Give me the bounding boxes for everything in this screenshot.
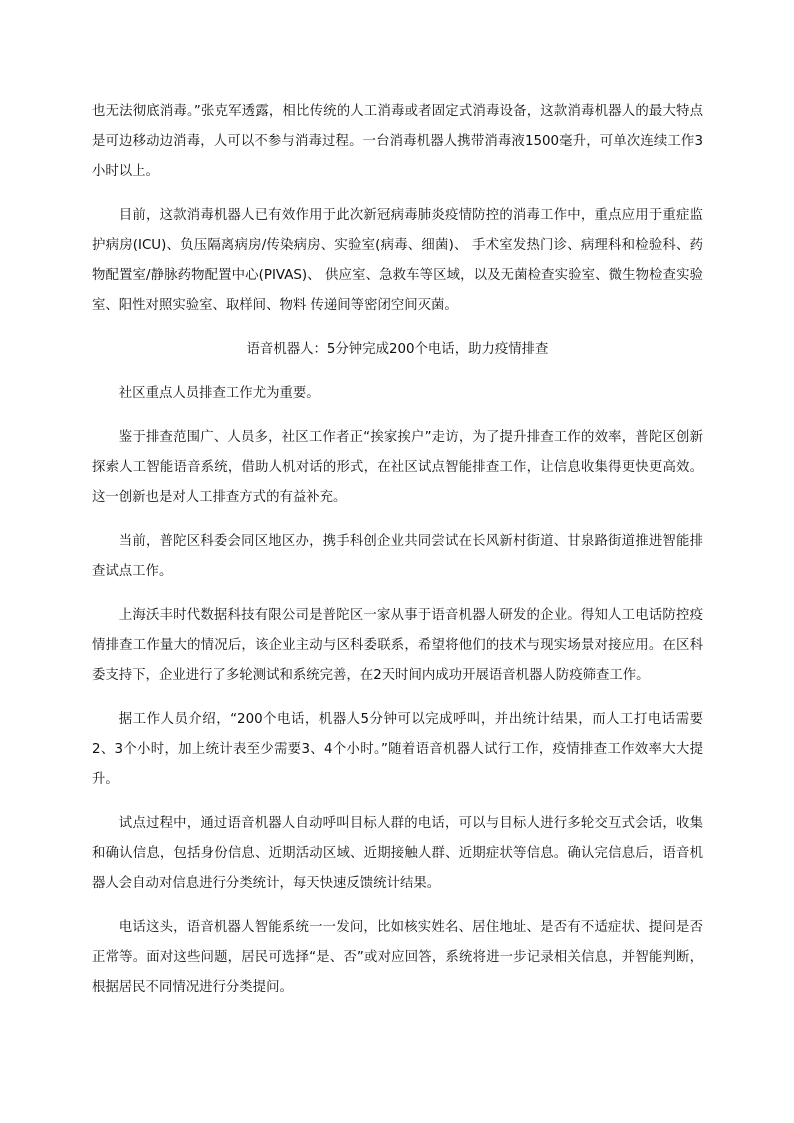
paragraph-gap bbox=[92, 691, 703, 705]
paragraph-gap bbox=[92, 513, 703, 527]
paragraph-2: 目前，这款消毒机器人已有效作用于此次新冠病毒肺炎疫情防控的消毒工作中，重点应用于重症监护病房(ICU)、负压隔离病房/传染病房、实验室(病毒、细菌)、 手术室发热门诊、病理科和检验科、药物配置室/静脉药物配置中心(PIVAS)、 供应室、急救车等区域，以及无菌检查实验室、微生物检查实验室、阳性对照实验室、取样间、物料 传递间等密闭空间灭菌。 bbox=[92, 208, 703, 313]
paragraph-gap bbox=[92, 409, 703, 423]
paragraph-7: 据工作人员介绍，“200个电话，机器人5分钟可以完成呼叫，并出统计结果，而人工打电话需要2、3个小时，加上统计表至少需要3、4个小时。”随着语音机器人试行工作，疫情排查工作效率大大提升。 bbox=[92, 712, 703, 787]
paragraph-gap bbox=[92, 587, 703, 601]
paragraph-gap bbox=[92, 187, 703, 201]
paragraph-gap bbox=[92, 899, 703, 913]
paragraph-4: 鉴于排查范围广、人员多，社区工作者正“挨家挨户”走访，为了提升排查工作的效率，普陀区创新探索人工智能语音系统，借助人机对话的形式，在社区试点智能排查工作，让信息收集得更快更高效。这一创新也是对人工排查方式的有益补充。 bbox=[92, 430, 703, 505]
paragraph-6: 上海沃丰时代数据科技有限公司是普陀区一家从事于语音机器人研发的企业。得知人工电话防控疫情排查工作量大的情况后，该企业主动与区科委联系，希望将他们的技术与现实场景对接应用。在区科委支持下，企业进行了多轮测试和系统完善，在2天时间内成功开展语音机器人防疫筛查工作。 bbox=[92, 608, 703, 683]
section-heading: 语音机器人：5分钟完成200个电话，助力疫情排查 bbox=[246, 342, 549, 357]
paragraph-gap bbox=[92, 365, 703, 379]
paragraph-1: 也无法彻底消毒。”张克军透露，相比传统的人工消毒或者固定式消毒设备，这款消毒机器人的最大特点是可边移动边消毒，人可以不参与消毒过程。一台消毒机器人携带消毒液1500毫升，可单次连续工作3小时以上。 bbox=[92, 104, 703, 179]
paragraph-3: 社区重点人员排查工作尤为重要。 bbox=[118, 386, 320, 401]
paragraph-gap bbox=[92, 795, 703, 809]
paragraph-8: 试点过程中，通过语音机器人自动呼叫目标人群的电话，可以与目标人进行多轮交互式会话，收集和确认信息，包括身份信息、近期活动区域、近期接触人群、近期症状等信息。确认完信息后，语音机器人会自动对信息进行分类统计，每天快速反馈统计结果。 bbox=[92, 816, 703, 891]
paragraph-9: 电话这头，语音机器人智能系统一一发问，比如核实姓名、居住地址、是否有不适症状、提问是否正常等。面对这些问题，居民可选择“是、否”或对应回答，系统将进一步记录相关信息，并智能判断，根据居民不同情况进行分类提问。 bbox=[92, 920, 703, 995]
paragraph-5: 当前，普陀区科委会同区地区办，携手科创企业共同尝试在长风新村街道、甘泉路街道推进智能排查试点工作。 bbox=[92, 534, 703, 579]
paragraph-gap bbox=[92, 321, 703, 335]
